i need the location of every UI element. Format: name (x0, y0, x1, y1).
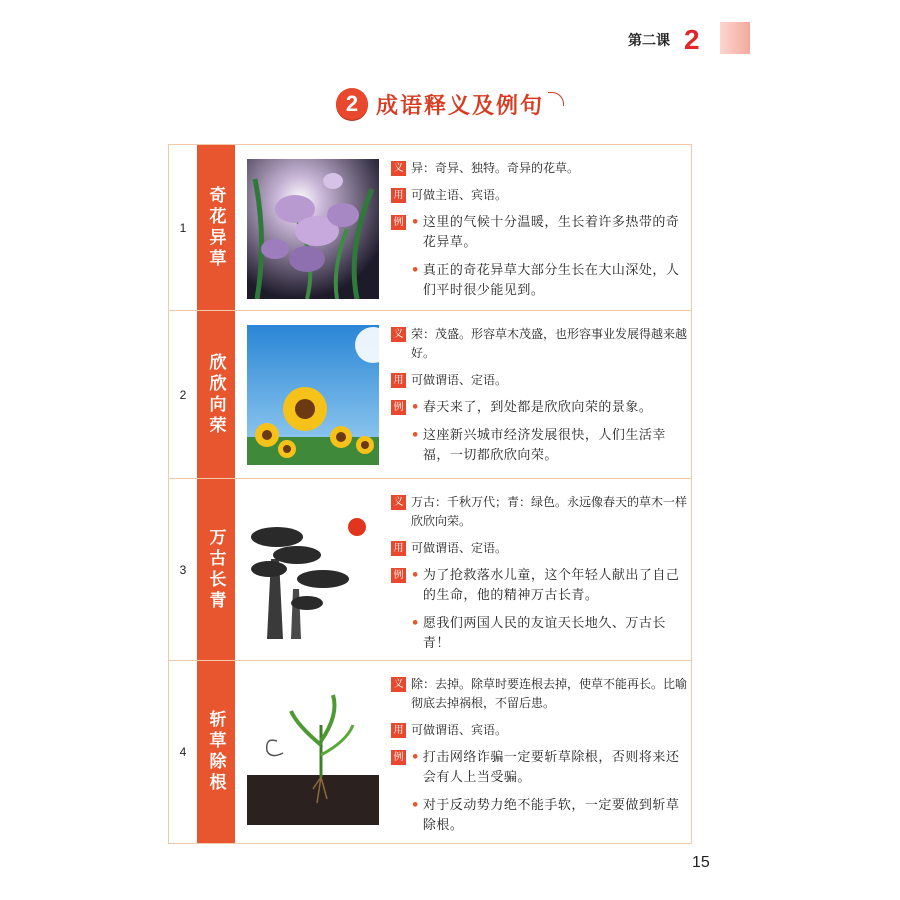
example-tag: 例 (391, 215, 406, 230)
section-title-text: 成语释义及例句 (375, 92, 544, 119)
idiom-label (197, 145, 235, 310)
row-number: 2 (179, 387, 187, 402)
meaning-text: 荣：茂盛。形容草木茂盛，也形容事业发展得越来越好。 (411, 327, 688, 360)
example-sentence: 这座新兴城市经济发展很快，人们生活幸福，一切都欣欣向荣。 (422, 428, 666, 463)
section-title (0, 88, 900, 120)
example-tag: 例 (391, 568, 406, 583)
idiom-row (169, 479, 691, 661)
idiom-text: 欣欣向荣 (205, 352, 226, 437)
usage-tag: 用 (391, 373, 406, 388)
meaning-tag: 义 (391, 677, 406, 692)
sunflowers-illustration (247, 325, 379, 465)
idiom-label (197, 479, 235, 660)
idiom-label (197, 661, 235, 843)
usage-tag: 用 (391, 541, 406, 556)
lesson-label: 第二课 (628, 33, 670, 49)
example-sentence: 春天来了，到处都是欣欣向荣的景象。 (422, 400, 653, 415)
usage-tag: 用 (391, 723, 406, 738)
example-sentence: 为了抢救落水儿童，这个年轻人献出了自己的生命，他的精神万古长青。 (422, 568, 680, 603)
row-number: 1 (179, 220, 187, 235)
usage-text: 可做主语、宾语。 (411, 188, 508, 202)
idiom-details: 义 万古：千秋万代；青：绿色。永远像春天的草木一样欣欣向荣。 用 可做谓语、定语。 例 • 为了抢救落水儿童，这个年轻人献出了自己的生命，他的精神万古长青。 • 愿我们两国人民的友谊天长地久、万古长青！ (391, 493, 691, 670)
idiom-row (169, 661, 691, 843)
section-number-badge: 2 (336, 88, 368, 120)
row-number: 4 (179, 745, 187, 759)
idiom-table (168, 144, 692, 844)
usage-text: 可做谓语、宾语。 (411, 723, 508, 737)
idiom-details: 义 异：奇异、独特。奇异的花草。 用 可做主语、宾语。 例 • 这里的气候十分温暖，生长着许多热带的奇花异草。 • 真正的奇花异草大部分生长在大山深处，人们平时很少能见到。 (391, 159, 691, 317)
idiom-text: 斩草除根 (205, 710, 226, 794)
idiom-row (169, 145, 691, 311)
meaning-tag: 义 (391, 161, 406, 176)
example-sentence: 愿我们两国人民的友谊天长地久、万古长青！ (422, 616, 666, 651)
title-swoosh-decoration (548, 92, 564, 106)
example-sentence: 真正的奇花异草大部分生长在大山深处，人们平时很少能见到。 (422, 263, 680, 298)
idiom-row (169, 311, 691, 479)
idiom-text: 奇花异草 (205, 185, 226, 270)
example-tag: 例 (391, 750, 406, 765)
page-number: 15 (692, 854, 710, 871)
example-tag: 例 (391, 400, 406, 415)
pine-tree-illustration (247, 499, 379, 639)
idiom-details: 义 除：去掉。除草时要连根去掉，使草不能再长。比喻彻底去掉祸根，不留后患。 用 可做谓语、宾语。 例 • 打击网络诈骗一定要斩草除根，否则将来还会有人上当受骗。 • 对于反动势力绝不能手软，一定要做到斩草除根。 (391, 675, 691, 852)
idiom-text: 万古长青 (205, 527, 226, 612)
example-sentence: 这里的气候十分温暖，生长着许多热带的奇花异草。 (422, 215, 680, 250)
lesson-number: 2 (684, 24, 700, 55)
example-sentence: 打击网络诈骗一定要斩草除根，否则将来还会有人上当受骗。 (422, 750, 680, 785)
example-sentence: 对于反动势力绝不能手软，一定要做到斩草除根。 (422, 798, 680, 833)
meaning-tag: 义 (391, 327, 406, 342)
usage-text: 可做谓语、定语。 (411, 373, 508, 387)
meaning-text: 异：奇异、独特。奇异的花草。 (411, 161, 580, 175)
exotic-flowers-illustration (247, 159, 379, 299)
meaning-text: 除：去掉。除草时要连根去掉，使草不能再长。比喻彻底去掉祸根，不留后患。 (411, 677, 688, 710)
uprooted-weed-illustration (247, 685, 379, 825)
meaning-text: 万古：千秋万代；青：绿色。永远像春天的草木一样欣欣向荣。 (411, 495, 688, 528)
row-number: 3 (179, 562, 187, 577)
chapter-tab-decoration (720, 22, 750, 54)
idiom-details: 义 荣：茂盛。形容草木茂盛，也形容事业发展得越来越好。 用 可做谓语、定语。 例 • 春天来了，到处都是欣欣向荣的景象。 • 这座新兴城市经济发展很快，人们生活幸福，一切都欣欣向荣。 (391, 325, 691, 482)
lesson-header (628, 22, 700, 58)
meaning-tag: 义 (391, 495, 406, 510)
idiom-label (197, 311, 235, 478)
usage-text: 可做谓语、定语。 (411, 541, 508, 555)
usage-tag: 用 (391, 188, 406, 203)
